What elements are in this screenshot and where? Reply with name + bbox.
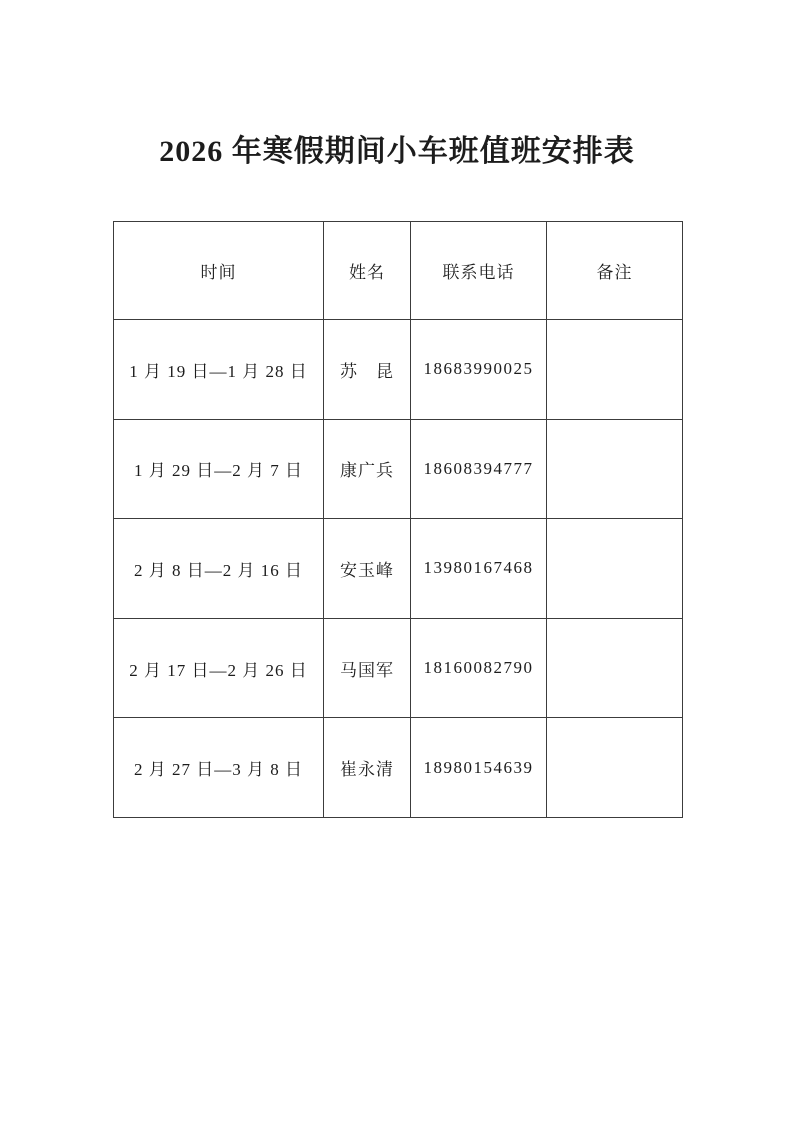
cell-name: 马国军 xyxy=(324,618,411,718)
cell-time: 2 月 8 日—2 月 16 日 xyxy=(114,519,324,619)
header-time: 时间 xyxy=(114,222,324,320)
page-title: 2026 年寒假期间小车班值班安排表 xyxy=(159,135,635,169)
duty-schedule-table xyxy=(113,221,683,818)
table-row xyxy=(114,419,683,519)
table-row xyxy=(114,320,683,420)
cell-name: 崔永清 xyxy=(324,718,411,818)
header-name: 姓名 xyxy=(324,222,411,320)
cell-note xyxy=(547,718,683,818)
cell-name: 安玉峰 xyxy=(324,519,411,619)
cell-phone: 18683990025 xyxy=(411,320,547,420)
cell-time: 1 月 19 日—1 月 28 日 xyxy=(114,320,324,420)
cell-phone: 18980154639 xyxy=(411,718,547,818)
header-note: 备注 xyxy=(547,222,683,320)
table-row xyxy=(114,718,683,818)
cell-note xyxy=(547,519,683,619)
cell-time: 1 月 29 日—2 月 7 日 xyxy=(114,419,324,519)
cell-time: 2 月 17 日—2 月 26 日 xyxy=(114,618,324,718)
cell-phone: 18160082790 xyxy=(411,618,547,718)
header-phone: 联系电话 xyxy=(411,222,547,320)
table-row xyxy=(114,519,683,619)
cell-note xyxy=(547,618,683,718)
cell-name: 康广兵 xyxy=(324,419,411,519)
cell-time: 2 月 27 日—3 月 8 日 xyxy=(114,718,324,818)
cell-note xyxy=(547,320,683,420)
table-row xyxy=(114,618,683,718)
cell-name: 苏 昆 xyxy=(324,320,411,420)
cell-note xyxy=(547,419,683,519)
table-header-row xyxy=(114,222,683,320)
cell-phone: 13980167468 xyxy=(411,519,547,619)
cell-phone: 18608394777 xyxy=(411,419,547,519)
